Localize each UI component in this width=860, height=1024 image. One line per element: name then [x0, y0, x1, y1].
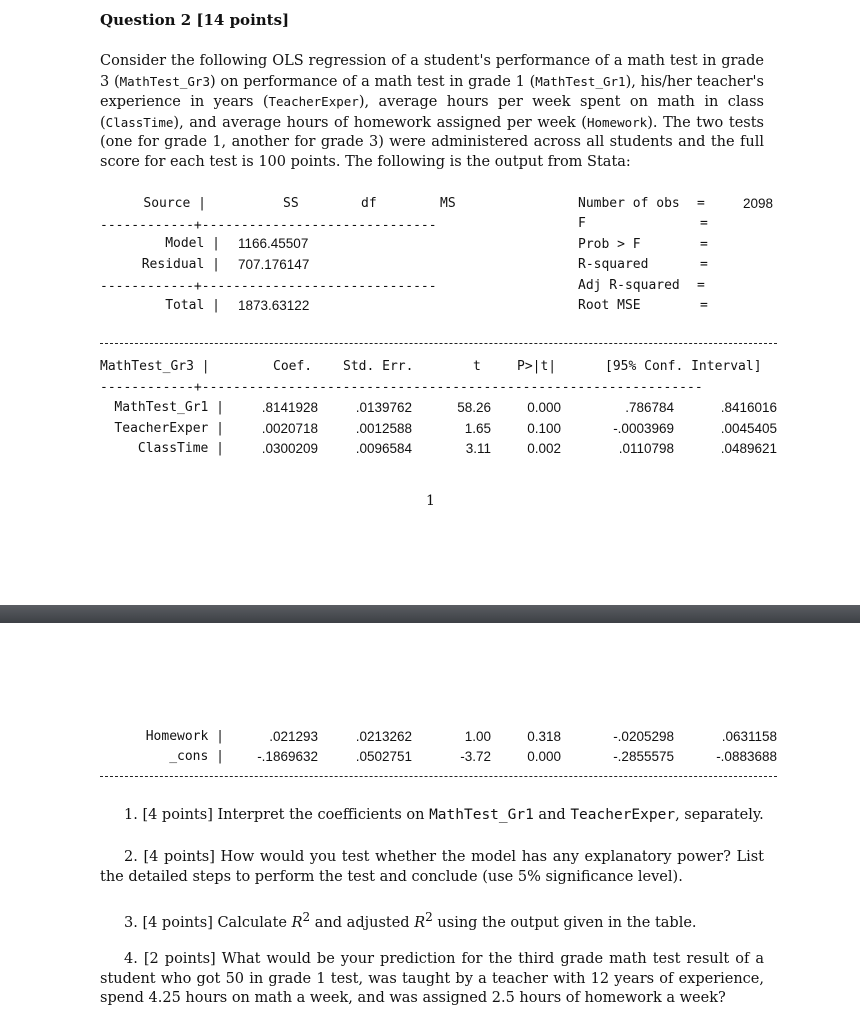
coef-row-t: 1.00: [464, 729, 491, 744]
anova-row-ss: 707.176147: [238, 257, 310, 272]
coef-header-dep: MathTest_Gr3 |: [100, 359, 210, 374]
stat-eq: =: [697, 196, 705, 211]
question-2: 2. [4 points] How would you test whether the model has any explanatory power? List the detailed steps to perform the test and conclude (use 5% significance level).: [100, 849, 764, 885]
coef-separator: ------------+----------------------------------------------------------------: [100, 380, 703, 395]
intro-paragraph: Consider the following OLS regression of a student's performance of a math test in grade 3 (MathTest_Gr3) on performance of a math test in grade 1 (MathTest_Gr1), his/her teacher's experience in years (TeacherExper), average hours per week spent on math in class (ClassTime), and average hours of homework assigned per week (Homework). The two tests (one for grade 1, another for grade 3) were administered across all students and the full score for each test is 100 points. The following is the output from Stata:: [100, 53, 764, 170]
coef-row-ci-lo: .0110798: [618, 441, 674, 456]
anova-separator: ------------+------------------------------: [100, 218, 437, 233]
coef-row-ci-hi: .0045405: [720, 421, 777, 436]
stat-value: 2098: [743, 196, 774, 211]
question-title: Question 2 [14 points]: [100, 11, 290, 29]
coef-row-p: 0.000: [527, 400, 561, 415]
table-rule: [100, 343, 777, 344]
coef-row-t: 1.65: [464, 421, 491, 436]
stat-eq: =: [700, 298, 708, 313]
coef-row-p: 0.318: [527, 729, 561, 744]
coef-row-coef: .0020718: [261, 421, 318, 436]
anova-header-df: df: [361, 196, 377, 211]
anova-row-ss: 1166.45507: [238, 236, 309, 251]
question-1: 1. [4 points] Interpret the coefficients on MathTest_Gr1 and TeacherExper, separately.: [124, 807, 764, 823]
anova-header-ms: MS: [440, 196, 456, 211]
coef-row-ci-lo: -.2855575: [613, 749, 674, 764]
coef-row-ci-hi: -.0883688: [716, 749, 777, 764]
coef-row-name: _cons |: [169, 749, 224, 764]
anova-row-label: Model |: [165, 236, 220, 251]
coef-header-se: Std. Err.: [343, 359, 414, 374]
stat-eq: =: [700, 237, 708, 252]
coef-row-ci-lo: -.0003969: [613, 421, 674, 436]
anova-header-source: Source |: [143, 196, 206, 211]
page-number: 1: [426, 493, 435, 509]
anova-row-label: Total |: [165, 298, 220, 313]
coef-row-coef: .021293: [269, 729, 318, 744]
coef-header-ci: [95% Conf. Interval]: [605, 359, 762, 374]
stat-eq: =: [697, 278, 705, 293]
anova-row-ss: 1873.63122: [238, 298, 310, 313]
coef-row-ci-hi: .0489621: [720, 441, 777, 456]
coef-header-t: t: [473, 359, 481, 374]
coef-row-p: 0.002: [527, 441, 561, 456]
coef-row-t: -3.72: [460, 749, 491, 764]
coef-header-coef: Coef.: [273, 359, 313, 374]
coef-row-t: 58.26: [457, 400, 491, 415]
stat-label: Root MSE: [578, 298, 641, 313]
stat-label: Adj R-squared: [578, 278, 680, 293]
stat-eq: =: [700, 216, 708, 231]
coef-row-ci-lo: .786784: [625, 400, 674, 415]
stat-label: R-squared: [578, 257, 649, 272]
coef-row-coef: .8141928: [261, 400, 318, 415]
anova-header-ss: SS: [283, 196, 299, 211]
question-3: 3. [4 points] Calculate $R^2$ and adjusted $R^2$ using the output given in the table.: [124, 910, 697, 931]
coef-row-ci-lo: -.0205298: [613, 729, 674, 744]
coef-row-se: .0213262: [355, 729, 412, 744]
page-gap: [0, 605, 860, 623]
stat-eq: =: [700, 257, 708, 272]
coef-row-se: .0096584: [355, 441, 412, 456]
coef-row-se: .0139762: [355, 400, 412, 415]
coef-row-p: 0.000: [527, 749, 561, 764]
coef-row-ci-hi: .0631158: [721, 729, 777, 744]
coef-row-se: .0502751: [355, 749, 412, 764]
coef-row-name: MathTest_Gr1 |: [114, 400, 224, 415]
coef-row-coef: .0300209: [261, 441, 318, 456]
coef-row-name: ClassTime |: [137, 441, 224, 456]
coef-row-name: TeacherExper |: [114, 421, 224, 436]
coef-row-t: 3.11: [465, 441, 491, 456]
coef-header-p: P>|t|: [517, 359, 557, 374]
stat-label: Number of obs: [578, 196, 680, 211]
coef-row-coef: -.1869632: [257, 749, 318, 764]
coef-row-ci-hi: .8416016: [720, 400, 777, 415]
coef-row-se: .0012588: [355, 421, 412, 436]
question-4: 4. [2 points] What would be your prediction for the third grade math test result of a student who got 50 in grade 1 test, was taught by a teacher with 12 years of experience, spend 4.25 hours on math a week, and was assigned 2.5 hours of homework a week?: [100, 951, 764, 1007]
coef-row-name: Homework |: [145, 729, 224, 744]
anova-row-label: Residual |: [141, 257, 220, 272]
stat-label: F: [578, 216, 586, 231]
table-rule: [100, 776, 777, 777]
stat-label: Prob > F: [578, 237, 641, 252]
anova-separator: ------------+------------------------------: [100, 279, 437, 294]
coef-row-p: 0.100: [527, 421, 561, 436]
